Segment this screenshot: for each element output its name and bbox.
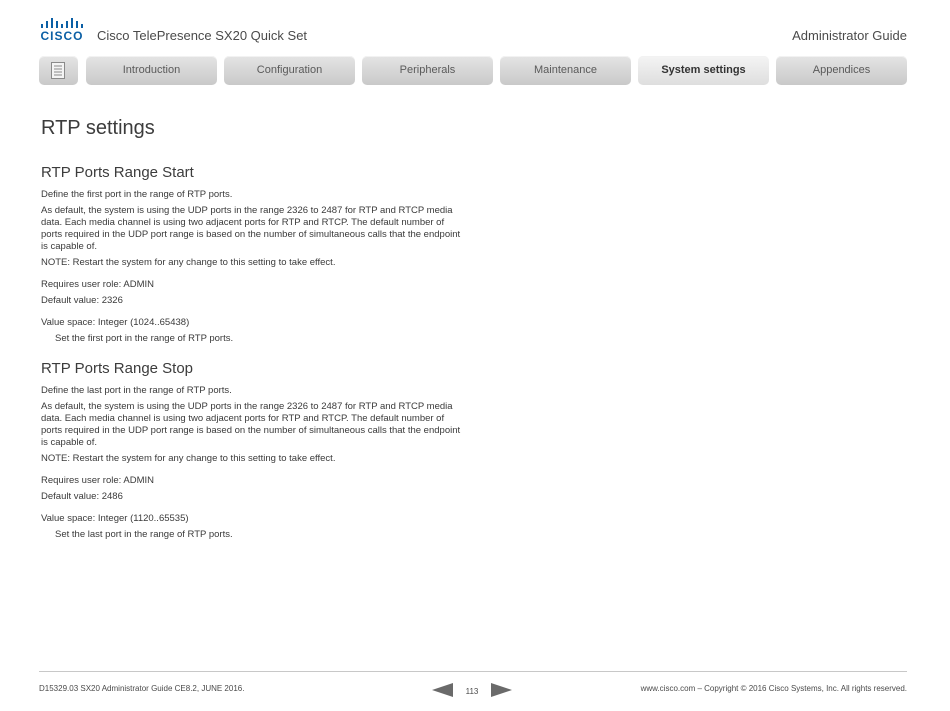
value-space-description: Set the first port in the range of RTP ports. [55,333,234,344]
section-heading: RTP Ports Range Start [41,164,194,181]
tab-configuration[interactable]: Configuration [224,56,355,85]
value-space: Value space: Integer (1024..65438) [41,317,190,328]
section-note: NOTE: Restart the system for any change to this setting to take effect. [41,257,336,268]
previous-page-arrow-icon[interactable] [432,683,453,697]
tab-maintenance[interactable]: Maintenance [500,56,631,85]
document-title: Cisco TelePresence SX20 Quick Set [97,28,308,43]
section-heading: RTP Ports Range Stop [41,360,194,377]
cisco-logo [40,16,84,44]
cisco-logo-bars-icon [40,16,84,30]
page-title: RTP settings [41,117,155,139]
default-value: Default value: 2326 [41,295,123,306]
value-space-description: Set the last port in the range of RTP ports. [55,529,233,540]
page-number: 113 [465,687,479,696]
section-description: Define the first port in the range of RTP ports. [41,189,233,200]
footer-copyright: www.cisco.com – Copyright © 2016 Cisco Systems, Inc. All rights reserved. [640,684,907,693]
section-details: As default, the system is using the UDP ports in the range 2326 to 2487 for RTP and RTCP media data. Each media channel is using two adjacent ports for RTP and RTCP. The default number of ports required in the UDP port range is based on the number of simultaneous calls that the endpoint is capable of. [41,205,461,252]
default-value: Default value: 2486 [41,491,123,502]
setting-section-rtp-ports-range-stop [41,360,461,541]
next-page-arrow-icon[interactable] [491,683,512,697]
cisco-logo-text: CISCO [40,29,84,43]
tab-system-settings[interactable]: System settings [638,56,769,85]
section-note: NOTE: Restart the system for any change to this setting to take effect. [41,453,336,464]
section-description: Define the last port in the range of RTP ports. [41,385,232,396]
setting-section-rtp-ports-range-start [41,164,461,345]
footer-document-id: D15329.03 SX20 Administrator Guide CE8.2, JUNE 2016. [39,684,245,693]
footer-divider [39,671,907,672]
guide-title: Administrator Guide [792,28,907,43]
value-space: Value space: Integer (1120..65535) [41,513,189,524]
contents-page-icon [51,62,65,79]
page-navigation [432,683,512,699]
tab-introduction[interactable]: Introduction [86,56,217,85]
section-details: As default, the system is using the UDP ports in the range 2326 to 2487 for RTP and RTCP media data. Each media channel is using two adjacent ports for RTP and RTCP. The default number of ports required in the UDP port range is based on the number of simultaneous calls that the endpoint is capable of. [41,401,461,448]
tab-bar [39,56,907,85]
required-role: Requires user role: ADMIN [41,475,154,486]
table-of-contents-button[interactable] [39,56,78,85]
tab-appendices[interactable]: Appendices [776,56,907,85]
tab-peripherals[interactable]: Peripherals [362,56,493,85]
required-role: Requires user role: ADMIN [41,279,154,290]
